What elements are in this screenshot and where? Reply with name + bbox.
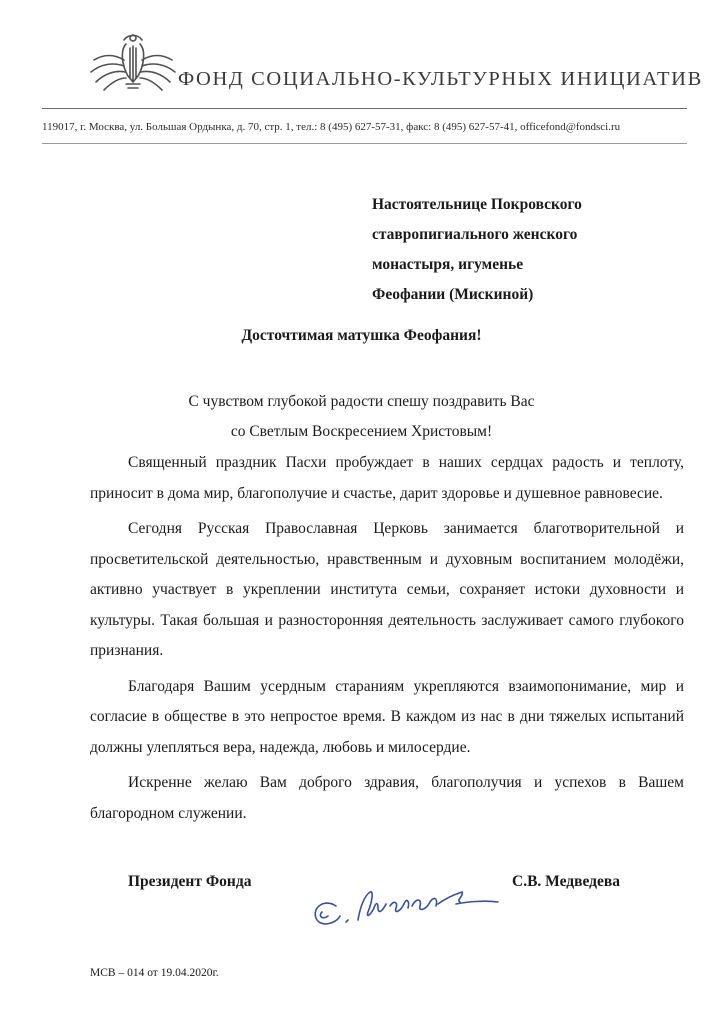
salutation: Досточтимая матушка Феофания!: [241, 327, 482, 344]
greeting: [0, 387, 723, 447]
organization-address: 119017, г. Москва, ул. Большая Ордынка, д. 70, стр. 1, тел.: 8 (495) 627-57-31, факс: 8 (495) 627-57-41, officefond@fondsci.ru: [42, 121, 621, 133]
header-rule: [42, 108, 687, 109]
signer-position: Президент Фонда: [128, 873, 252, 890]
body-paragraph: Благодаря Вашим усердным стараниям укрепляются взаимопонимание, мир и согласие в обществе в это непростое время. В каждом из нас в дни тяжелых испытаний должны улепляться вера, надежда, любовь и милосердие.: [90, 677, 684, 756]
recipient-block: [372, 190, 582, 310]
document-reference: МСВ – 014 от 19.04.2020г.: [90, 967, 219, 979]
body-paragraph: Сегодня Русская Православная Церковь занимается благотворительной и просветительской деятельностью, нравственным и духовным воспитанием молодёжи, активно участвует в укреплении института семьи, сохраняет истоки духовности и культуры. Такая большая и разносторонняя деятельность заслуживает самого глубокого признания.: [90, 520, 684, 659]
body-paragraph: Искренне желаю Вам доброго здравия, благополучия и успехов в Вашем благородном служении.: [90, 774, 684, 822]
body-paragraph: Священный праздник Пасхи пробуждает в наших сердцах радость и теплоту, приносит в дома мир, благополучие и счастье, дарит здоровье и душевное равновесие.: [90, 454, 684, 502]
organization-name: ФОНД СОЦИАЛЬНО-КУЛЬТУРНЫХ ИНИЦИАТИВ: [178, 68, 703, 90]
signer-name: С.В. Медведева: [512, 873, 620, 890]
recipient-line: монастыря, игуменье: [372, 256, 524, 273]
recipient-line: Настоятельнице Покровского: [372, 196, 582, 213]
handwritten-signature: [306, 872, 500, 934]
recipient-line: ставропигиального женского: [372, 226, 578, 243]
recipient-line: Феофании (Мискиной): [372, 286, 534, 303]
greeting-line: С чувством глубокой радости спешу поздравить Вас: [188, 393, 535, 410]
address-rule: [42, 143, 687, 144]
letter-body: [90, 448, 684, 834]
lyre-wings-logo-icon: [86, 30, 180, 98]
greeting-line: со Светлым Воскресением Христовым!: [230, 423, 493, 440]
